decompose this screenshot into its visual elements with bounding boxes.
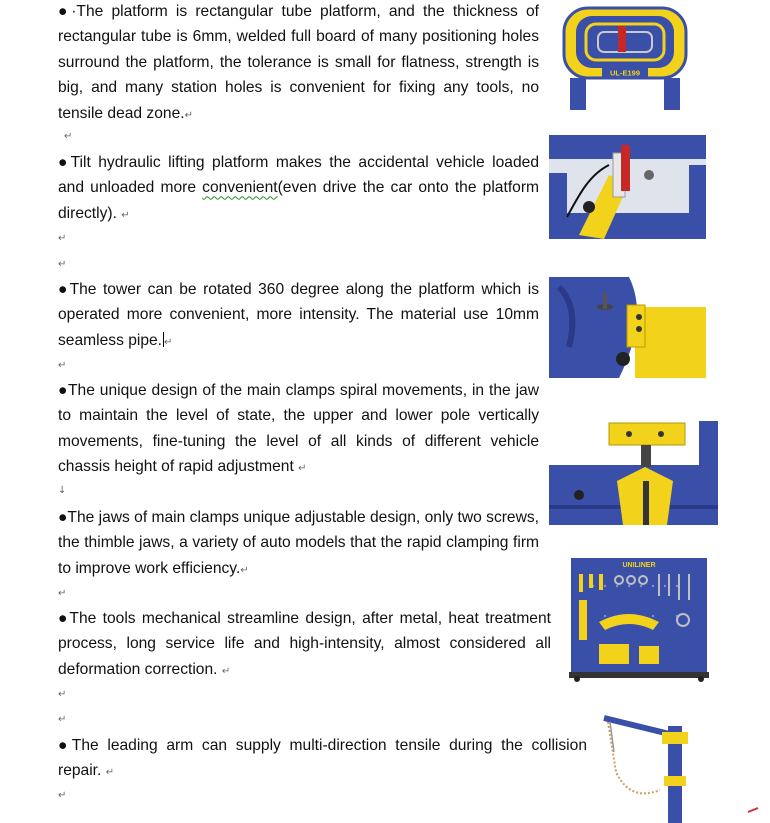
paragraph-text: ●·The platform is rectangular tube platform, and the thickness of rectangular tube is 6mm, welded full board of many positioning holes surround the platform, the tolerance is small for flatness, strength is big, and many station holes is convenient for fixing any tools, no tensile dead zone. (58, 3, 539, 122)
tower-rotation-photo (549, 277, 706, 378)
paragraph-text: ●The leading arm can supply multi-direction tensile during the collision repair. (58, 737, 587, 780)
return-mark: ↵ (121, 209, 130, 221)
platform-photo (552, 0, 698, 110)
return-mark: ↵ (58, 790, 67, 801)
paragraph-text: ●The unique design of the main clamps spiral movements, in the jaw to maintain the level of state, the upper and lower pole vertically movements, fine-tuning the level of all kinds of different vehicle chassis height of rapid adjustment (58, 382, 539, 476)
return-mark: ↵ (58, 360, 67, 371)
return-mark: ↵ (240, 564, 249, 576)
paragraph-main-clamps (58, 378, 539, 482)
spellcheck-underlined-word: convenient (202, 179, 278, 197)
return-mark: ↵ (184, 109, 193, 121)
paragraph-text: ●The jaws of main clamps unique adjustable design, only two screws, the thimble jaws, a variety of auto models that the rapid clamping firm to improve work efficiency. (58, 509, 539, 577)
paragraph-text: ●The tower can be rotated 360 degree along the platform which is operated more convenient, more intensity. The material use 10mm seamless pipe. (58, 281, 539, 349)
return-mark: ↵ (164, 336, 173, 348)
paragraph-text: ●Tilt hydraulic lifting platform makes the accidental vehicle loaded and unloaded more (58, 154, 539, 197)
paragraph-tilt-lift (58, 150, 539, 228)
main-clamp-illustration (549, 421, 718, 530)
paragraph-leading-arm (58, 733, 587, 786)
return-mark: ↵ (58, 233, 67, 244)
tilt-lift-photo (549, 135, 706, 239)
return-mark: ↵ (58, 588, 67, 599)
paragraph-tower (58, 277, 539, 355)
tower-rotation-illustration (549, 277, 706, 378)
tool-board-brand: UNILINER (622, 562, 656, 569)
tool-board-illustration (569, 556, 709, 682)
return-mark: ↵ (105, 767, 115, 779)
return-mark: ↵ (221, 665, 231, 677)
paragraph-tools (58, 606, 551, 684)
tilt-lift-illustration (549, 135, 706, 239)
paragraph-platform (58, 0, 539, 128)
platform-illustration (552, 0, 698, 110)
return-mark: ↵ (58, 714, 67, 725)
return-mark: ↵ (58, 689, 67, 700)
leading-arm-photo (600, 712, 766, 823)
paragraph-text: (even drive the car onto the platform directly). (58, 179, 540, 222)
main-clamp-photo (549, 421, 718, 530)
paragraph-jaws (58, 505, 539, 583)
tool-board-photo (569, 556, 709, 682)
return-mark: ↵ (298, 463, 307, 475)
return-mark: ↵ (58, 259, 67, 270)
down-arrow-mark: ↓ (58, 485, 67, 496)
paragraph-text: ●The tools mechanical streamline design, after metal, heat treatment process, long service life and high-intensity, almost considered all deformation correction. (58, 610, 551, 678)
return-mark: ↵ (64, 131, 73, 142)
platform-model-label: UL-E199 (609, 68, 641, 78)
leading-arm-illustration (600, 712, 766, 823)
